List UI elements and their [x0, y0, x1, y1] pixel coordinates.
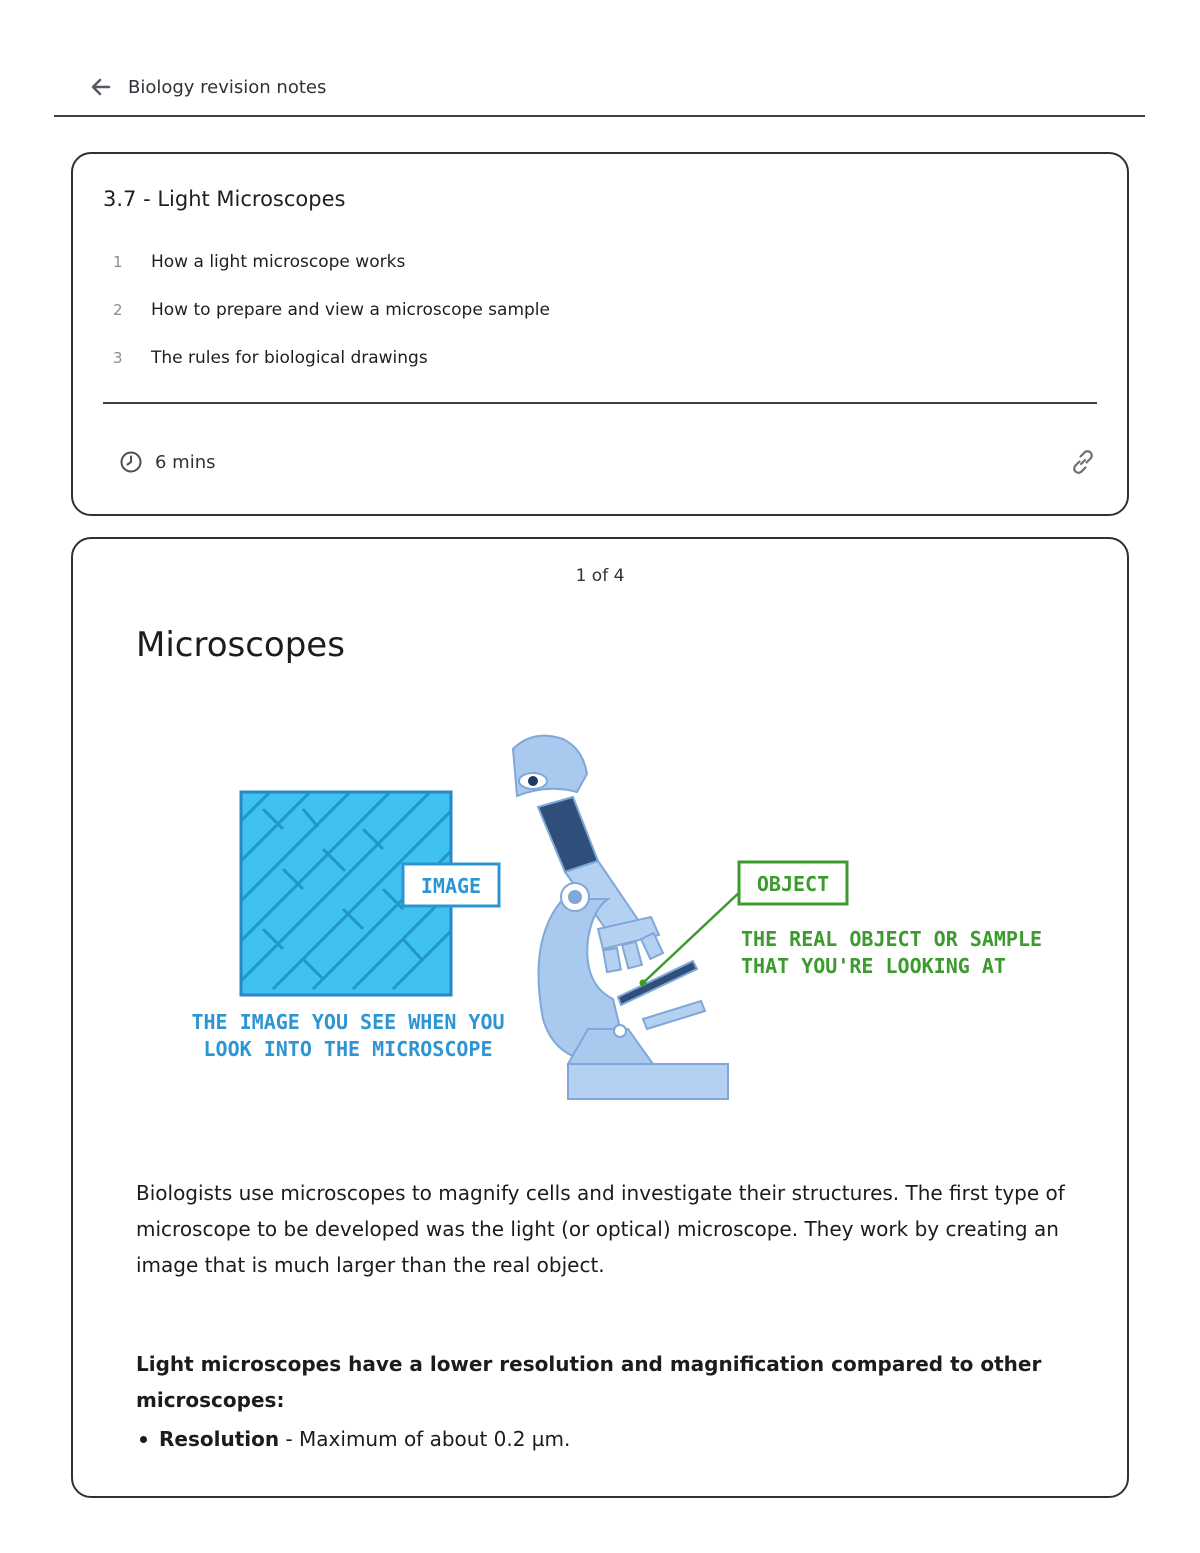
toc-item-label: How a light microscope works	[151, 252, 406, 272]
image-caption-line-1: THE IMAGE YOU SEE WHEN YOU	[191, 1010, 505, 1034]
header-divider	[54, 115, 1145, 117]
bullet-icon	[140, 1436, 147, 1443]
toc-divider	[103, 402, 1097, 404]
list-item	[136, 1421, 570, 1457]
object-caption-line-2: THAT YOU'RE LOOKING AT	[741, 954, 1006, 978]
toc-item-label: The rules for biological drawings	[151, 348, 428, 368]
toc-item[interactable]	[103, 238, 550, 286]
content-card	[71, 537, 1129, 1498]
arrow-left-icon	[90, 76, 112, 98]
comparison-heading: Light microscopes have a lower resolution and magnification compared to other microscopes:	[136, 1352, 1042, 1412]
image-label: IMAGE	[420, 874, 482, 898]
toc-item-label: How to prepare and view a microscope sample	[151, 300, 550, 320]
object-caption-line-1: THE REAL OBJECT OR SAMPLE	[741, 927, 1043, 951]
back-link-label: Biology revision notes	[128, 76, 327, 98]
object-label: OBJECT	[756, 872, 830, 896]
bullet-list	[136, 1421, 570, 1457]
section-title: Microscopes	[136, 625, 345, 665]
toc-list	[103, 238, 550, 382]
clock-icon	[119, 450, 143, 474]
image-caption-line-2: LOOK INTO THE MICROSCOPE	[203, 1037, 493, 1061]
read-time	[119, 450, 216, 474]
toc-item-number: 1	[113, 253, 123, 271]
read-time-text: 6 mins	[155, 451, 216, 473]
microscope-illustration	[513, 736, 728, 1099]
toc-item[interactable]	[103, 286, 550, 334]
bullet-term: Resolution	[159, 1427, 280, 1451]
toc-title: 3.7 - Light Microscopes	[103, 187, 346, 211]
page-counter: 1 of 4	[575, 566, 625, 586]
microscope-diagram	[173, 729, 1073, 1119]
toc-item[interactable]	[103, 334, 550, 382]
bullet-text: - Maximum of about 0.2 µm.	[279, 1427, 571, 1451]
object-pointer-dot	[640, 980, 647, 987]
toc-item-number: 2	[113, 301, 123, 319]
toc-item-number: 3	[113, 349, 123, 367]
back-link[interactable]	[90, 72, 326, 102]
intro-paragraph: Biologists use microscopes to magnify cells and investigate their structures. The first type of microscope to be developed was the light (or optical) microscope. They work by creating an image that is much larger than the real object.	[136, 1181, 1065, 1277]
link-icon[interactable]	[1067, 446, 1099, 478]
toc-card	[71, 152, 1129, 516]
